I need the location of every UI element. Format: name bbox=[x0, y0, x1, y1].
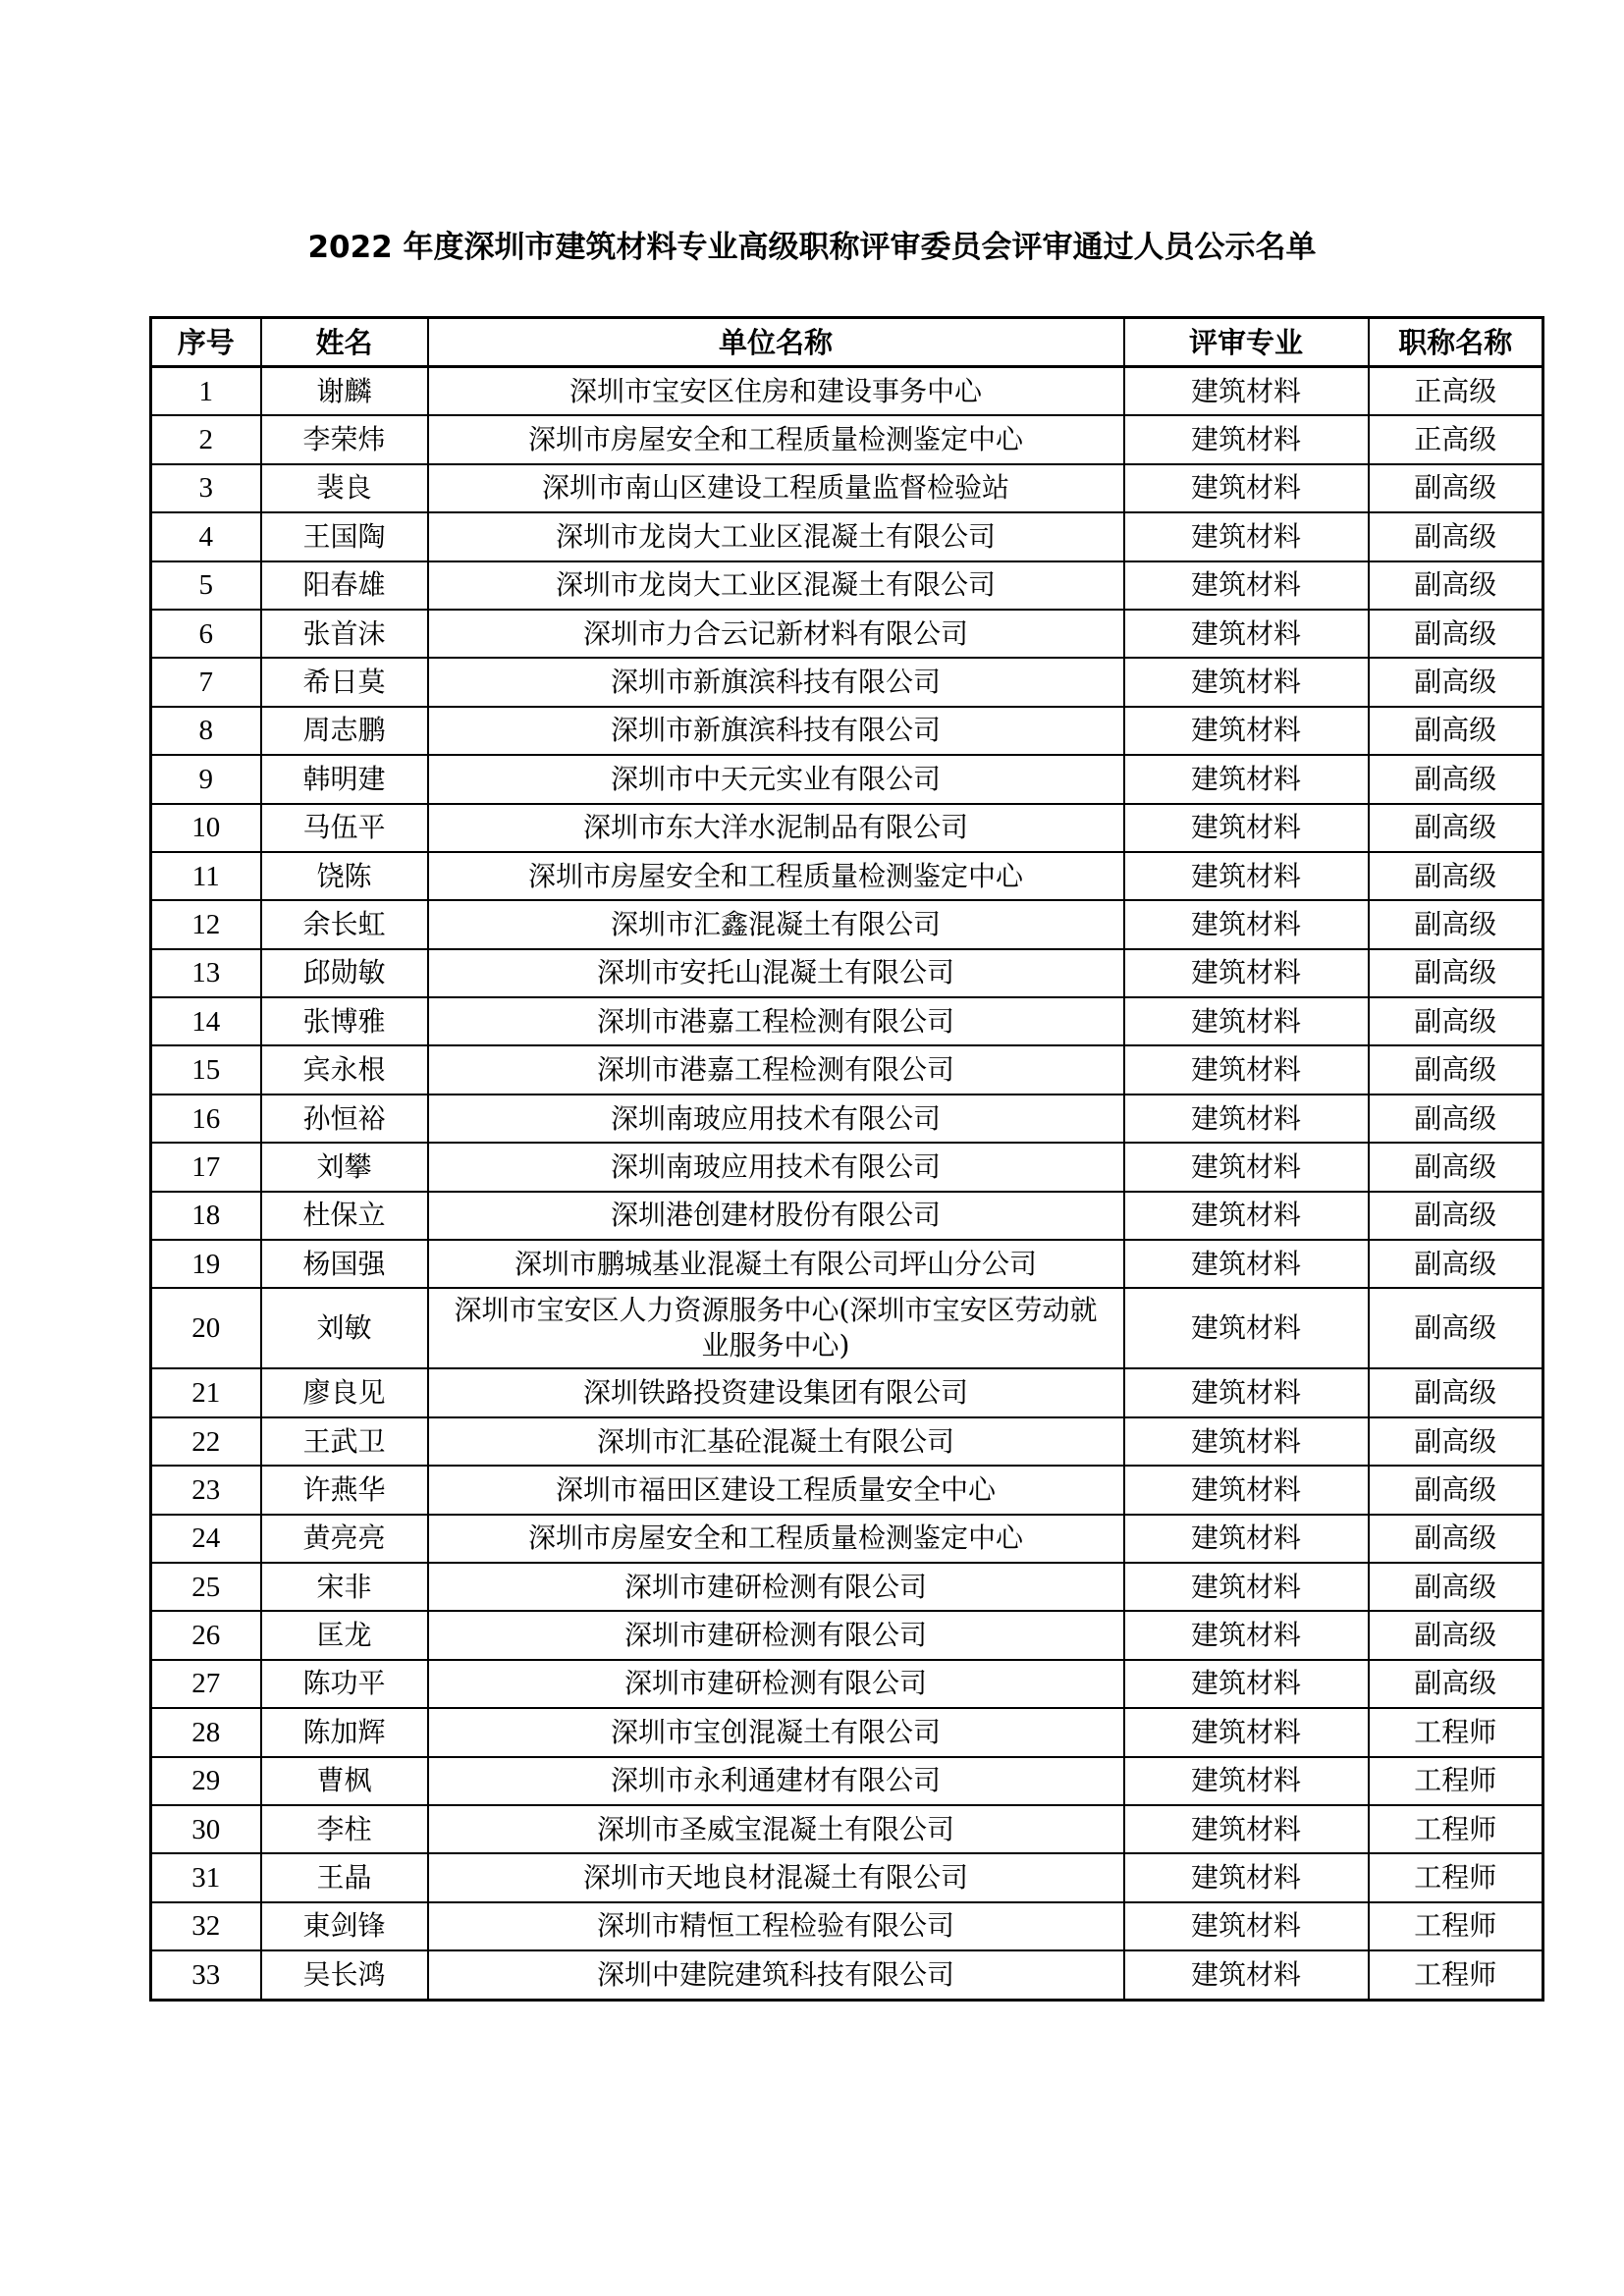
table-row bbox=[151, 1853, 1543, 1901]
cell-name: 杜保立 bbox=[261, 1192, 428, 1240]
cell-name: 张首沫 bbox=[261, 610, 428, 658]
cell-name: 陈加辉 bbox=[261, 1708, 428, 1756]
cell-specialty: 建筑材料 bbox=[1124, 1950, 1369, 2000]
cell-specialty: 建筑材料 bbox=[1124, 1515, 1369, 1563]
cell-name: 孙恒裕 bbox=[261, 1095, 428, 1143]
cell-unit: 深圳市精恒工程检验有限公司 bbox=[428, 1902, 1124, 1950]
cell-name: 谢麟 bbox=[261, 367, 428, 416]
cell-unit: 深圳市汇鑫混凝土有限公司 bbox=[428, 900, 1124, 948]
cell-name: 杨国强 bbox=[261, 1240, 428, 1288]
cell-rank: 工程师 bbox=[1369, 1853, 1543, 1901]
table-row bbox=[151, 707, 1543, 755]
cell-specialty: 建筑材料 bbox=[1124, 464, 1369, 512]
cell-rank: 副高级 bbox=[1369, 804, 1543, 852]
cell-name: 曹枫 bbox=[261, 1757, 428, 1805]
cell-specialty: 建筑材料 bbox=[1124, 852, 1369, 900]
cell-unit: 深圳港创建材股份有限公司 bbox=[428, 1192, 1124, 1240]
cell-name: 宾永根 bbox=[261, 1045, 428, 1094]
cell-name: 邱勋敏 bbox=[261, 949, 428, 997]
cell-specialty: 建筑材料 bbox=[1124, 561, 1369, 610]
cell-index: 19 bbox=[151, 1240, 261, 1288]
table-row bbox=[151, 512, 1543, 561]
cell-index: 24 bbox=[151, 1515, 261, 1563]
table-row bbox=[151, 949, 1543, 997]
cell-index: 2 bbox=[151, 415, 261, 463]
cell-index: 14 bbox=[151, 997, 261, 1045]
table-row bbox=[151, 1045, 1543, 1094]
cell-index: 11 bbox=[151, 852, 261, 900]
cell-index: 16 bbox=[151, 1095, 261, 1143]
cell-specialty: 建筑材料 bbox=[1124, 658, 1369, 706]
cell-name: 李柱 bbox=[261, 1805, 428, 1853]
cell-unit: 深圳市港嘉工程检测有限公司 bbox=[428, 1045, 1124, 1094]
cell-name: 许燕华 bbox=[261, 1466, 428, 1514]
roster-table bbox=[149, 316, 1544, 2002]
cell-rank: 副高级 bbox=[1369, 658, 1543, 706]
table-row bbox=[151, 658, 1543, 706]
cell-unit: 深圳市永利通建材有限公司 bbox=[428, 1757, 1124, 1805]
cell-rank: 工程师 bbox=[1369, 1805, 1543, 1853]
table-row bbox=[151, 1708, 1543, 1756]
cell-specialty: 建筑材料 bbox=[1124, 1417, 1369, 1466]
cell-unit: 深圳市宝安区人力资源服务中心(深圳市宝安区劳动就业服务中心) bbox=[428, 1288, 1124, 1368]
cell-specialty: 建筑材料 bbox=[1124, 755, 1369, 803]
cell-specialty: 建筑材料 bbox=[1124, 1368, 1369, 1416]
cell-specialty: 建筑材料 bbox=[1124, 1095, 1369, 1143]
cell-name: 王国陶 bbox=[261, 512, 428, 561]
table-row bbox=[151, 1563, 1543, 1611]
table-row bbox=[151, 561, 1543, 610]
table-row bbox=[151, 1660, 1543, 1708]
cell-index: 25 bbox=[151, 1563, 261, 1611]
cell-name: 阳春雄 bbox=[261, 561, 428, 610]
cell-rank: 副高级 bbox=[1369, 1660, 1543, 1708]
cell-unit: 深圳南玻应用技术有限公司 bbox=[428, 1095, 1124, 1143]
table-row bbox=[151, 1757, 1543, 1805]
table-row bbox=[151, 900, 1543, 948]
cell-rank: 副高级 bbox=[1369, 707, 1543, 755]
cell-index: 31 bbox=[151, 1853, 261, 1901]
cell-index: 8 bbox=[151, 707, 261, 755]
cell-specialty: 建筑材料 bbox=[1124, 1045, 1369, 1094]
cell-unit: 深圳市龙岗大工业区混凝土有限公司 bbox=[428, 561, 1124, 610]
cell-name: 刘敏 bbox=[261, 1288, 428, 1368]
column-header-rank: 职称名称 bbox=[1369, 318, 1543, 367]
cell-rank: 副高级 bbox=[1369, 1240, 1543, 1288]
cell-name: 马伍平 bbox=[261, 804, 428, 852]
cell-unit: 深圳市鹏城基业混凝土有限公司坪山分公司 bbox=[428, 1240, 1124, 1288]
cell-rank: 副高级 bbox=[1369, 1368, 1543, 1416]
cell-rank: 副高级 bbox=[1369, 852, 1543, 900]
cell-name: 张博雅 bbox=[261, 997, 428, 1045]
table-row bbox=[151, 1902, 1543, 1950]
cell-unit: 深圳市天地良材混凝土有限公司 bbox=[428, 1853, 1124, 1901]
table-row bbox=[151, 610, 1543, 658]
cell-unit: 深圳市力合云记新材料有限公司 bbox=[428, 610, 1124, 658]
cell-index: 30 bbox=[151, 1805, 261, 1853]
table-row bbox=[151, 804, 1543, 852]
cell-specialty: 建筑材料 bbox=[1124, 1563, 1369, 1611]
cell-index: 32 bbox=[151, 1902, 261, 1950]
cell-rank: 工程师 bbox=[1369, 1902, 1543, 1950]
table-row bbox=[151, 1466, 1543, 1514]
cell-unit: 深圳市建研检测有限公司 bbox=[428, 1611, 1124, 1659]
cell-index: 27 bbox=[151, 1660, 261, 1708]
cell-index: 3 bbox=[151, 464, 261, 512]
cell-specialty: 建筑材料 bbox=[1124, 707, 1369, 755]
cell-index: 17 bbox=[151, 1143, 261, 1191]
cell-rank: 副高级 bbox=[1369, 997, 1543, 1045]
cell-unit: 深圳市房屋安全和工程质量检测鉴定中心 bbox=[428, 415, 1124, 463]
cell-unit: 深圳市安托山混凝土有限公司 bbox=[428, 949, 1124, 997]
cell-rank: 副高级 bbox=[1369, 1417, 1543, 1466]
cell-rank: 副高级 bbox=[1369, 1143, 1543, 1191]
cell-index: 9 bbox=[151, 755, 261, 803]
cell-unit: 深圳市新旗滨科技有限公司 bbox=[428, 707, 1124, 755]
cell-name: 刘攀 bbox=[261, 1143, 428, 1191]
cell-specialty: 建筑材料 bbox=[1124, 997, 1369, 1045]
cell-name: 東剑锋 bbox=[261, 1902, 428, 1950]
cell-unit: 深圳市建研检测有限公司 bbox=[428, 1563, 1124, 1611]
cell-specialty: 建筑材料 bbox=[1124, 1240, 1369, 1288]
cell-index: 1 bbox=[151, 367, 261, 416]
cell-specialty: 建筑材料 bbox=[1124, 1466, 1369, 1514]
cell-rank: 工程师 bbox=[1369, 1708, 1543, 1756]
table-row bbox=[151, 367, 1543, 416]
cell-rank: 副高级 bbox=[1369, 464, 1543, 512]
cell-name: 李荣炜 bbox=[261, 415, 428, 463]
cell-name: 饶陈 bbox=[261, 852, 428, 900]
cell-name: 希日莫 bbox=[261, 658, 428, 706]
cell-index: 29 bbox=[151, 1757, 261, 1805]
table-row bbox=[151, 1192, 1543, 1240]
column-header-name: 姓名 bbox=[261, 318, 428, 367]
cell-specialty: 建筑材料 bbox=[1124, 1708, 1369, 1756]
cell-index: 10 bbox=[151, 804, 261, 852]
cell-name: 余长虹 bbox=[261, 900, 428, 948]
cell-specialty: 建筑材料 bbox=[1124, 1902, 1369, 1950]
cell-index: 26 bbox=[151, 1611, 261, 1659]
cell-specialty: 建筑材料 bbox=[1124, 512, 1369, 561]
cell-unit: 深圳中建院建筑科技有限公司 bbox=[428, 1950, 1124, 2000]
cell-index: 20 bbox=[151, 1288, 261, 1368]
cell-specialty: 建筑材料 bbox=[1124, 1192, 1369, 1240]
table-row bbox=[151, 755, 1543, 803]
table-row bbox=[151, 1611, 1543, 1659]
cell-index: 28 bbox=[151, 1708, 261, 1756]
cell-name: 王晶 bbox=[261, 1853, 428, 1901]
cell-unit: 深圳市东大洋水泥制品有限公司 bbox=[428, 804, 1124, 852]
cell-specialty: 建筑材料 bbox=[1124, 1757, 1369, 1805]
table-row bbox=[151, 464, 1543, 512]
cell-name: 韩明建 bbox=[261, 755, 428, 803]
cell-name: 王武卫 bbox=[261, 1417, 428, 1466]
cell-specialty: 建筑材料 bbox=[1124, 367, 1369, 416]
cell-unit: 深圳市房屋安全和工程质量检测鉴定中心 bbox=[428, 852, 1124, 900]
cell-unit: 深圳南玻应用技术有限公司 bbox=[428, 1143, 1124, 1191]
cell-specialty: 建筑材料 bbox=[1124, 804, 1369, 852]
cell-name: 吴长鸿 bbox=[261, 1950, 428, 2000]
cell-rank: 副高级 bbox=[1369, 1045, 1543, 1094]
cell-name: 裴良 bbox=[261, 464, 428, 512]
table-row bbox=[151, 415, 1543, 463]
cell-rank: 副高级 bbox=[1369, 949, 1543, 997]
table-row bbox=[151, 1515, 1543, 1563]
cell-rank: 副高级 bbox=[1369, 1611, 1543, 1659]
column-header-index: 序号 bbox=[151, 318, 261, 367]
table-row bbox=[151, 997, 1543, 1045]
cell-index: 22 bbox=[151, 1417, 261, 1466]
cell-index: 13 bbox=[151, 949, 261, 997]
cell-rank: 工程师 bbox=[1369, 1757, 1543, 1805]
cell-rank: 副高级 bbox=[1369, 1563, 1543, 1611]
table-row bbox=[151, 852, 1543, 900]
cell-rank: 副高级 bbox=[1369, 1466, 1543, 1514]
cell-name: 宋非 bbox=[261, 1563, 428, 1611]
cell-rank: 副高级 bbox=[1369, 1095, 1543, 1143]
cell-index: 15 bbox=[151, 1045, 261, 1094]
cell-specialty: 建筑材料 bbox=[1124, 949, 1369, 997]
table-row bbox=[151, 1950, 1543, 2000]
cell-rank: 副高级 bbox=[1369, 1515, 1543, 1563]
table-row bbox=[151, 1095, 1543, 1143]
cell-unit: 深圳市房屋安全和工程质量检测鉴定中心 bbox=[428, 1515, 1124, 1563]
cell-index: 23 bbox=[151, 1466, 261, 1514]
cell-unit: 深圳市龙岗大工业区混凝土有限公司 bbox=[428, 512, 1124, 561]
cell-unit: 深圳市宝安区住房和建设事务中心 bbox=[428, 367, 1124, 416]
cell-specialty: 建筑材料 bbox=[1124, 1805, 1369, 1853]
cell-name: 周志鹏 bbox=[261, 707, 428, 755]
cell-name: 陈功平 bbox=[261, 1660, 428, 1708]
cell-index: 18 bbox=[151, 1192, 261, 1240]
cell-specialty: 建筑材料 bbox=[1124, 1853, 1369, 1901]
cell-unit: 深圳市南山区建设工程质量监督检验站 bbox=[428, 464, 1124, 512]
table-row bbox=[151, 1240, 1543, 1288]
cell-specialty: 建筑材料 bbox=[1124, 415, 1369, 463]
table-row bbox=[151, 1288, 1543, 1368]
cell-specialty: 建筑材料 bbox=[1124, 1660, 1369, 1708]
column-header-specialty: 评审专业 bbox=[1124, 318, 1369, 367]
table-body bbox=[151, 367, 1543, 2001]
cell-index: 7 bbox=[151, 658, 261, 706]
cell-specialty: 建筑材料 bbox=[1124, 900, 1369, 948]
cell-index: 4 bbox=[151, 512, 261, 561]
cell-rank: 正高级 bbox=[1369, 367, 1543, 416]
cell-rank: 副高级 bbox=[1369, 610, 1543, 658]
cell-index: 12 bbox=[151, 900, 261, 948]
cell-specialty: 建筑材料 bbox=[1124, 610, 1369, 658]
cell-unit: 深圳铁路投资建设集团有限公司 bbox=[428, 1368, 1124, 1416]
cell-index: 5 bbox=[151, 561, 261, 610]
cell-rank: 副高级 bbox=[1369, 1288, 1543, 1368]
cell-unit: 深圳市中天元实业有限公司 bbox=[428, 755, 1124, 803]
cell-rank: 副高级 bbox=[1369, 1192, 1543, 1240]
cell-name: 廖良见 bbox=[261, 1368, 428, 1416]
table-row bbox=[151, 1368, 1543, 1416]
cell-index: 33 bbox=[151, 1950, 261, 2000]
cell-unit: 深圳市港嘉工程检测有限公司 bbox=[428, 997, 1124, 1045]
table-row bbox=[151, 1143, 1543, 1191]
cell-unit: 深圳市汇基砼混凝土有限公司 bbox=[428, 1417, 1124, 1466]
cell-index: 21 bbox=[151, 1368, 261, 1416]
column-header-unit: 单位名称 bbox=[428, 318, 1124, 367]
cell-rank: 工程师 bbox=[1369, 1950, 1543, 2000]
cell-specialty: 建筑材料 bbox=[1124, 1611, 1369, 1659]
document-title: 2022 年度深圳市建筑材料专业高级职称评审委员会评审通过人员公示名单 bbox=[307, 230, 1317, 265]
cell-name: 黄亮亮 bbox=[261, 1515, 428, 1563]
cell-name: 匡龙 bbox=[261, 1611, 428, 1659]
cell-rank: 副高级 bbox=[1369, 512, 1543, 561]
cell-rank: 副高级 bbox=[1369, 561, 1543, 610]
cell-specialty: 建筑材料 bbox=[1124, 1143, 1369, 1191]
cell-rank: 副高级 bbox=[1369, 900, 1543, 948]
cell-unit: 深圳市新旗滨科技有限公司 bbox=[428, 658, 1124, 706]
cell-rank: 正高级 bbox=[1369, 415, 1543, 463]
cell-unit: 深圳市福田区建设工程质量安全中心 bbox=[428, 1466, 1124, 1514]
cell-index: 6 bbox=[151, 610, 261, 658]
table-row bbox=[151, 1805, 1543, 1853]
cell-unit: 深圳市建研检测有限公司 bbox=[428, 1660, 1124, 1708]
cell-rank: 副高级 bbox=[1369, 755, 1543, 803]
cell-unit: 深圳市宝创混凝土有限公司 bbox=[428, 1708, 1124, 1756]
table-row bbox=[151, 1417, 1543, 1466]
cell-specialty: 建筑材料 bbox=[1124, 1288, 1369, 1368]
table-header-row bbox=[151, 318, 1543, 367]
cell-unit: 深圳市圣威宝混凝土有限公司 bbox=[428, 1805, 1124, 1853]
